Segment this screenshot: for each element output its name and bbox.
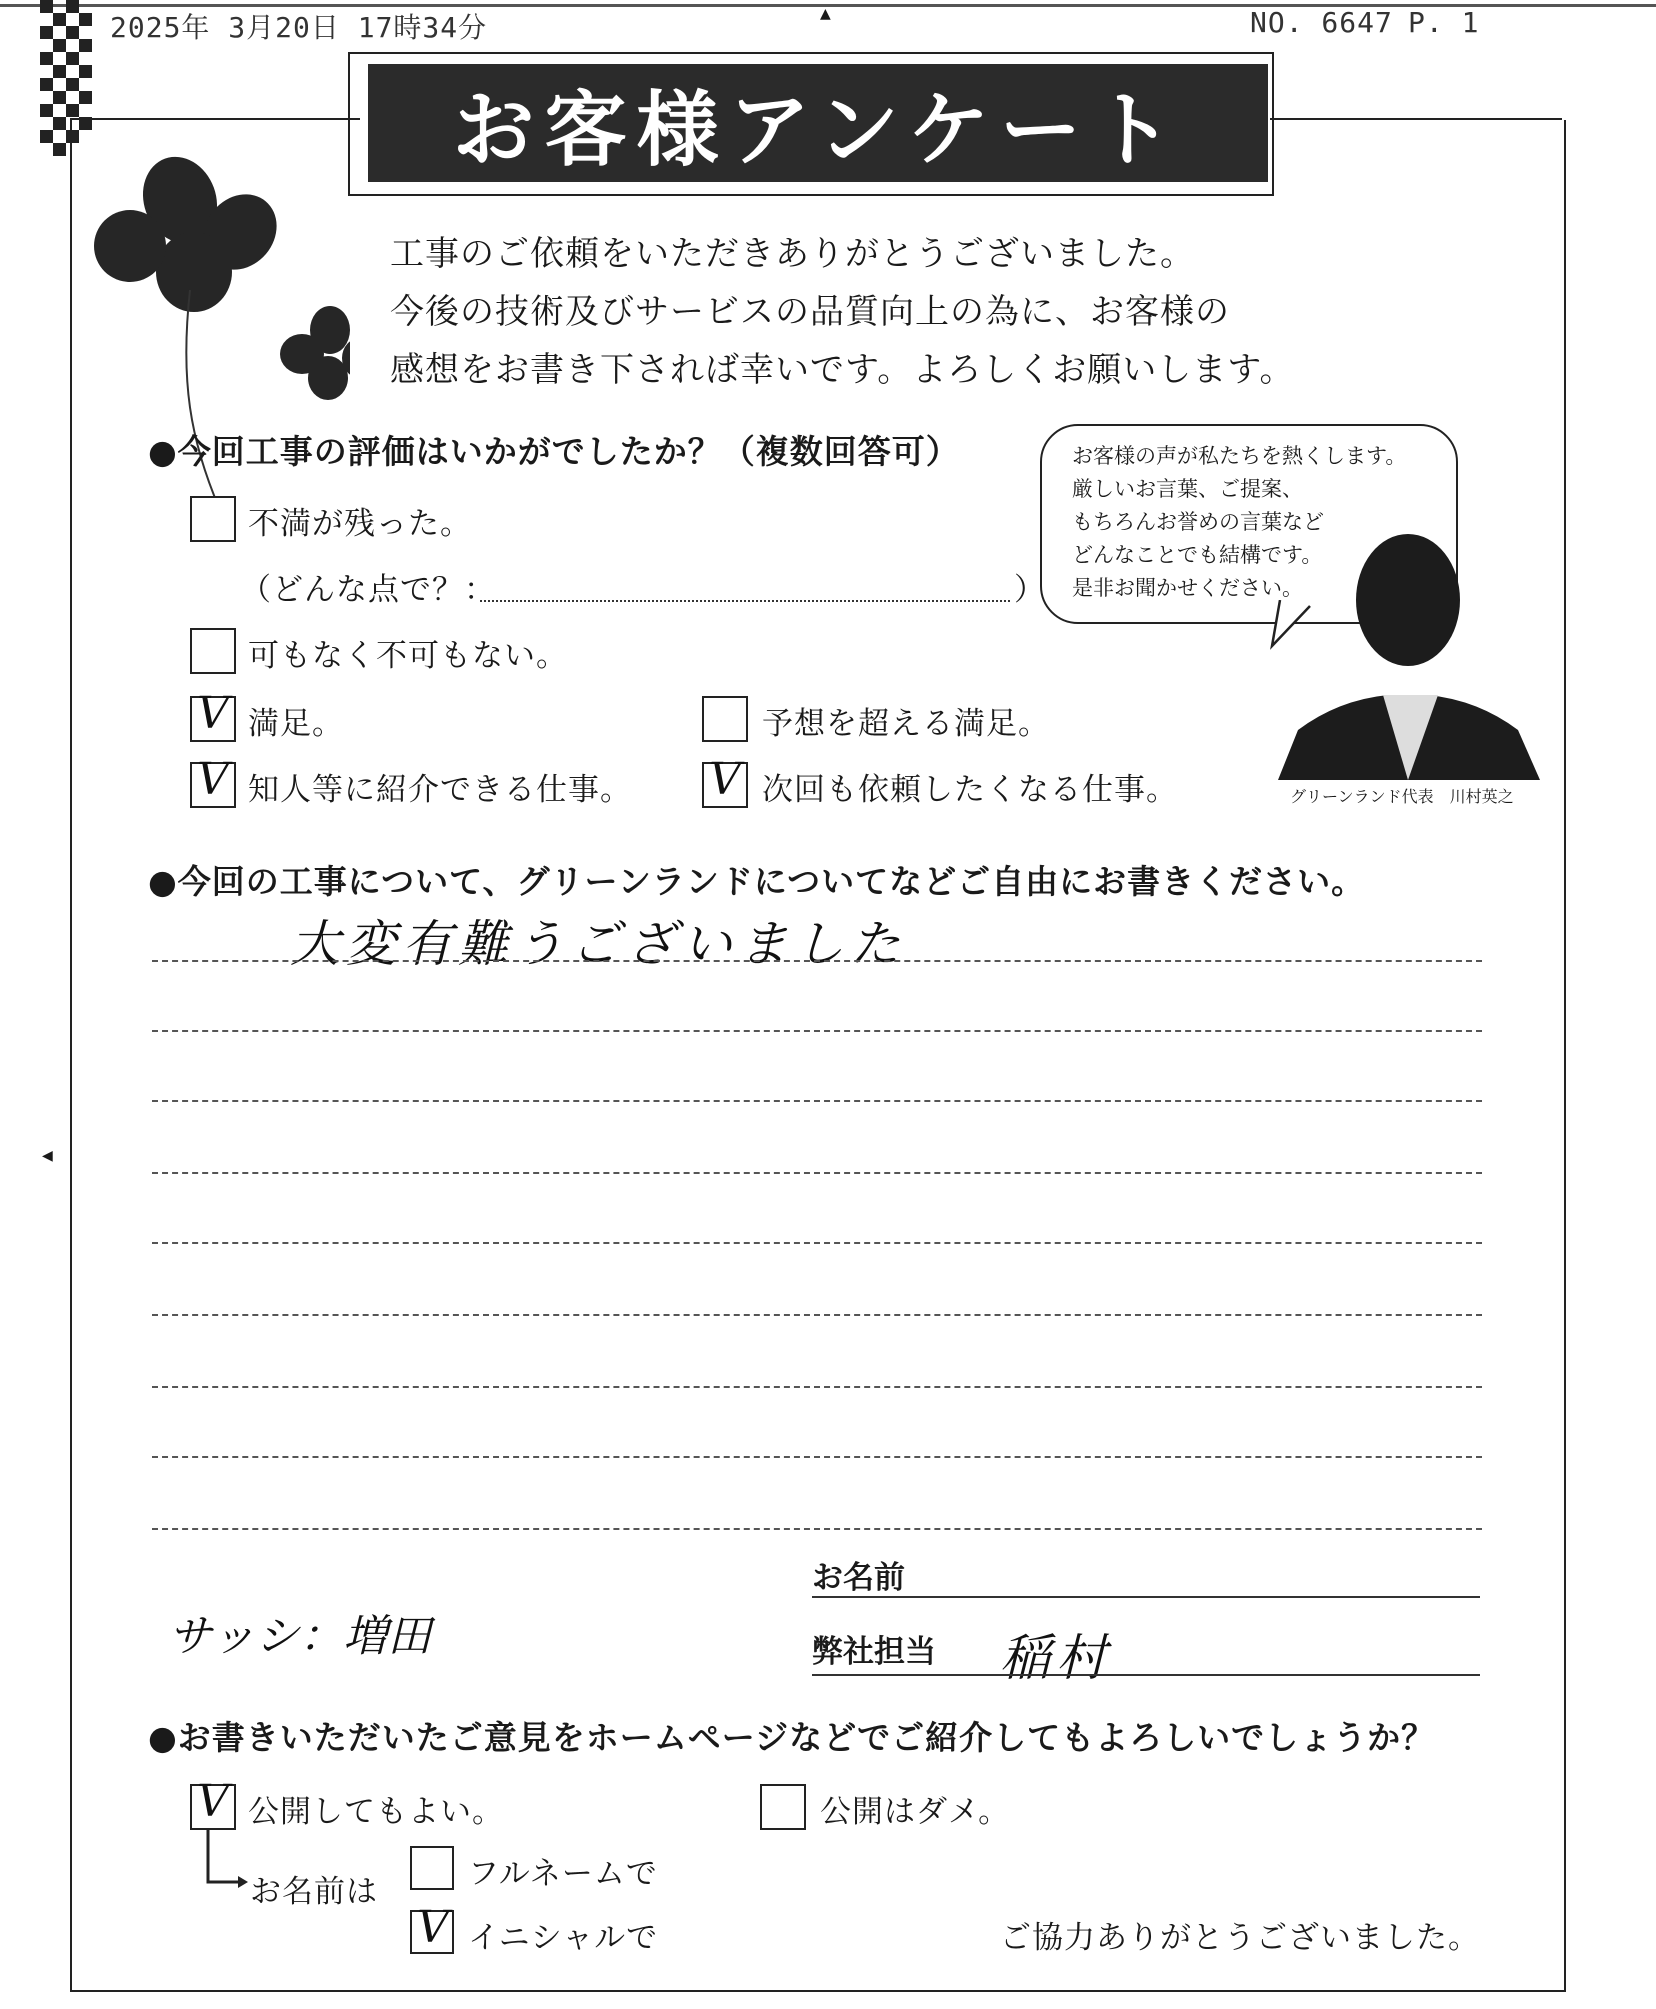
fax-datetime: 2025年 3月20日 17時34分	[110, 11, 488, 44]
bubble-line: どんなことでも結構です。	[1072, 543, 1323, 567]
q3-heading: ●お書きいただいたご意見をホームページなどでご紹介してもよろしいでしょうか？	[148, 1718, 1436, 1757]
check-mark-icon: V	[197, 688, 229, 739]
option-recommendable: 知人等に紹介できる仕事。	[248, 772, 632, 808]
option-dissatisfied: 不満が残った。	[248, 506, 472, 542]
option-publish-ok: 公開してもよい。	[248, 1794, 504, 1830]
frame-top-left	[70, 118, 360, 120]
bubble-line: お客様の声が私たちを熱くします。	[1072, 444, 1407, 468]
staff-value: 稲村	[1000, 1629, 1112, 1687]
checkbox-beyond-expectation[interactable]	[702, 696, 748, 742]
detail-close: ）	[1014, 572, 1046, 608]
bubble-line: もちろんお誉めの言葉など	[1072, 510, 1324, 534]
arrow-connector-icon	[200, 1830, 250, 1900]
frame-top-right	[1270, 118, 1562, 120]
checkbox-dissatisfied[interactable]	[190, 496, 236, 542]
intro-line-2: 今後の技術及びサービスの品質向上の為に、お客様の	[390, 292, 1230, 332]
bubble-line: 是非お聞かせください。	[1072, 576, 1303, 600]
bubble-line: 厳しいお言葉、ご提案、	[1072, 477, 1303, 501]
representative-caption: グリーンランド代表 川村英之	[1290, 787, 1514, 806]
checkbox-publish-ok[interactable]	[190, 1776, 236, 1830]
scan-marker-top-icon: ▲	[820, 6, 831, 22]
option-satisfied: 満足。	[248, 706, 344, 742]
checkbox-publish-ng[interactable]	[760, 1784, 806, 1830]
option-fullname: フルネームで	[468, 1856, 658, 1892]
q2-handwritten-answer: 大変有難うございました	[290, 915, 906, 973]
comment-line[interactable]	[152, 960, 1482, 962]
check-mark-icon: V	[197, 754, 229, 805]
staff-label: 弊社担当	[812, 1634, 936, 1670]
comment-line[interactable]	[152, 1100, 1482, 1102]
checkbox-neutral[interactable]	[190, 628, 236, 674]
checkbox-recommendable[interactable]	[190, 754, 236, 808]
check-mark-icon: V	[709, 754, 741, 805]
page-title: お客様アンケート	[368, 64, 1268, 182]
checkbox-fullname[interactable]	[410, 1846, 454, 1890]
representative-photo	[1278, 530, 1540, 780]
comment-line[interactable]	[152, 1456, 1482, 1458]
comment-line[interactable]	[152, 1242, 1482, 1244]
comment-line[interactable]	[152, 1172, 1482, 1174]
fax-top-rule	[0, 4, 1656, 7]
intro-line-1: 工事のご依頼をいただきありがとうございました。	[390, 234, 1195, 274]
staff-input-line[interactable]	[812, 1674, 1480, 1676]
option-publish-ng: 公開はダメ。	[820, 1794, 1011, 1830]
closing-message: ご協力ありがとうございました。	[1000, 1920, 1480, 1956]
intro-line-3: 感想をお書き下されば幸いです。よろしくお願いします。	[390, 350, 1295, 390]
option-beyond-expectation: 予想を超える満足。	[762, 706, 1050, 742]
comment-line[interactable]	[152, 1386, 1482, 1388]
option-neutral: 可もなく不可もない。	[248, 638, 568, 674]
detail-prompt: （どんな点で？：	[240, 572, 496, 608]
comment-line[interactable]	[152, 1314, 1482, 1316]
option-initial: イニシャルで	[468, 1920, 659, 1956]
name-format-label: お名前は	[250, 1874, 378, 1910]
detail-input-line[interactable]	[480, 600, 1010, 602]
check-mark-icon: V	[197, 1776, 229, 1827]
checkbox-request-again[interactable]	[702, 754, 748, 808]
comment-line[interactable]	[152, 1528, 1482, 1530]
option-request-again: 次回も依頼したくなる仕事。	[762, 772, 1178, 808]
name-input-line[interactable]	[812, 1596, 1480, 1598]
q2-heading: ●今回の工事について、グリーンランドについてなどご自由にお書きください。	[148, 862, 1366, 901]
checkbox-initial[interactable]	[410, 1902, 454, 1954]
checkbox-satisfied[interactable]	[190, 688, 236, 742]
check-mark-icon: V	[417, 1902, 449, 1953]
q1-heading: ●今回工事の評価はいかがでしたか？（複数回答可）	[148, 432, 960, 471]
scan-marker-left-icon: ◀	[42, 1148, 53, 1164]
side-note: サッシ：増田	[168, 1611, 432, 1662]
fax-number: NO. 6647	[1250, 6, 1393, 39]
name-label: お名前	[812, 1560, 905, 1596]
comment-line[interactable]	[152, 1030, 1482, 1032]
fax-page: P. 1	[1408, 6, 1480, 39]
